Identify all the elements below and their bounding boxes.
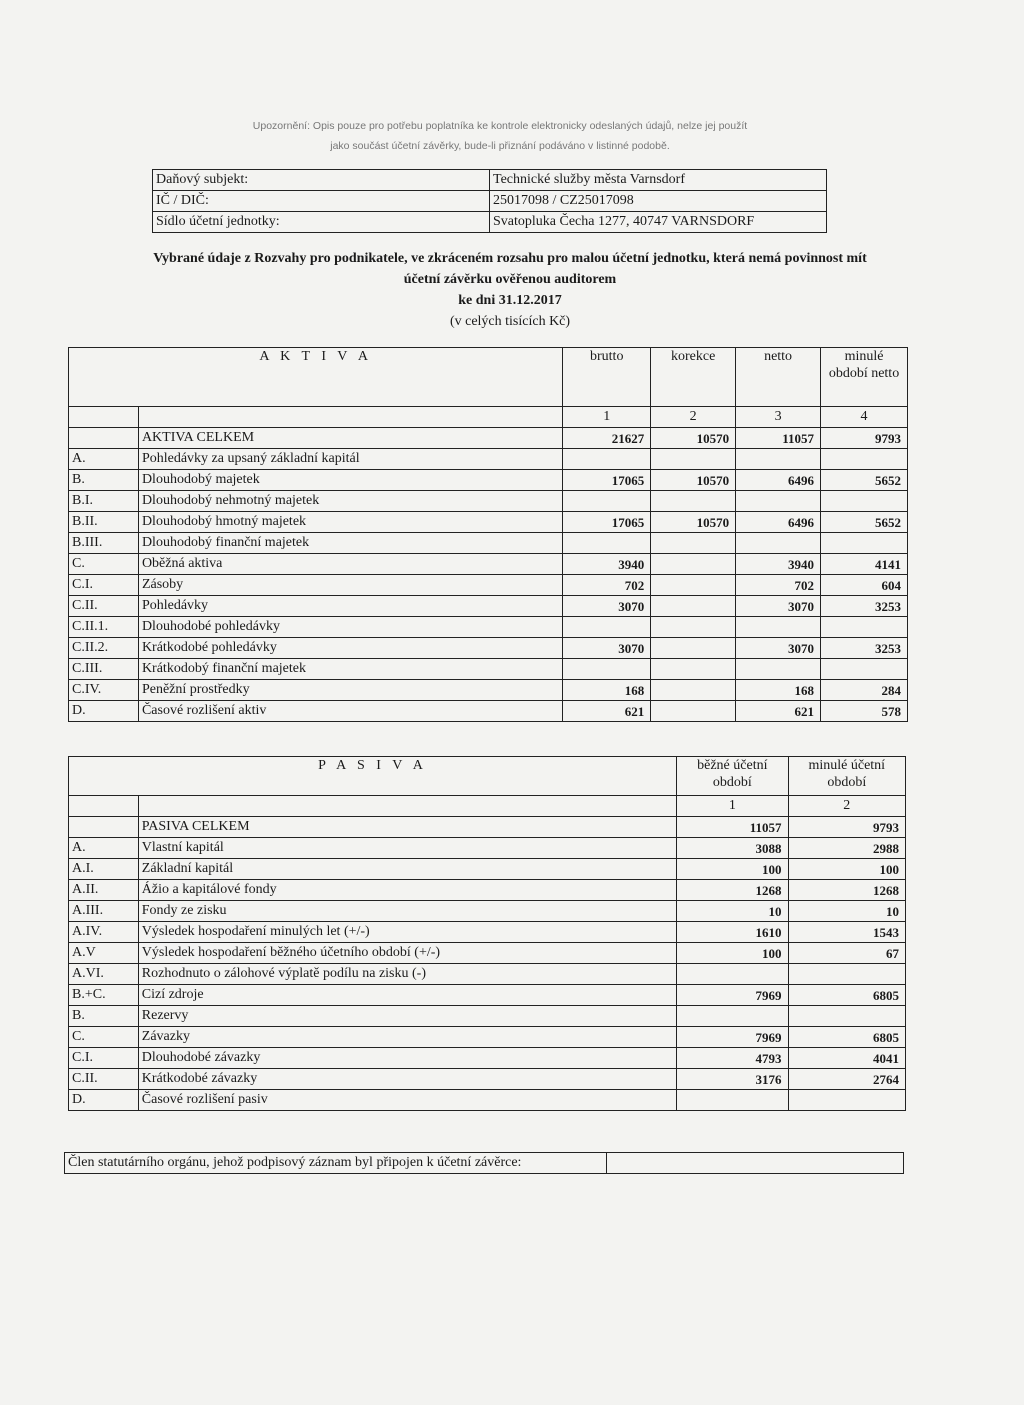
aktiva-row-value [563,533,651,554]
aktiva-row [69,554,908,575]
aktiva-header-previous: minulé období netto [821,348,908,407]
pasiva-row [69,838,906,859]
aktiva-row-name: Dlouhodobé pohledávky [138,617,562,638]
aktiva-row-value [736,491,821,512]
pasiva-colnum-row [69,796,906,817]
aktiva-row-name: Pohledávky [138,596,562,617]
aktiva-row-code: D. [69,701,139,722]
aktiva-row [69,596,908,617]
pasiva-row-value: 4793 [677,1048,788,1069]
heading-date: ke dni 31.12.2017 [458,293,562,308]
pasiva-row-code: C.I. [69,1048,139,1069]
pasiva-row-name: Cizí zdroje [138,985,676,1006]
pasiva-row-code: A.I. [69,859,139,880]
aktiva-body [69,428,908,722]
aktiva-header-row [69,348,908,407]
heading-line-1: Vybrané údaje z Rozvahy pro podnikatele, ve zkráceném rozsahu pro malou účetní jednotku, která nemá povinnost mít [153,251,867,266]
subject-label: IČ / DIČ: [153,191,490,212]
aktiva-row-value: 3070 [563,596,651,617]
aktiva-row-value: 3940 [563,554,651,575]
aktiva-row [69,449,908,470]
aktiva-row-value: 9793 [821,428,908,449]
aktiva-row-value [821,659,908,680]
pasiva-row-name: Základní kapitál [138,859,676,880]
pasiva-row-value [788,1090,905,1111]
pasiva-row-name: Ážio a kapitálové fondy [138,880,676,901]
aktiva-row-value: 10570 [651,512,736,533]
aktiva-row [69,512,908,533]
aktiva-row-value: 17065 [563,470,651,491]
aktiva-row-value [563,449,651,470]
notice-line-2: jako součást účetní závěrky, bude-li přiznání podáváno v listinné podobě. [330,140,670,152]
aktiva-row-value: 284 [821,680,908,701]
aktiva-row-value: 578 [821,701,908,722]
pasiva-row-value: 6805 [788,985,905,1006]
aktiva-row-value: 3940 [736,554,821,575]
aktiva-row-value [736,533,821,554]
aktiva-row-value: 3070 [563,638,651,659]
member-table [64,1152,904,1174]
pasiva-row-name: Vlastní kapitál [138,838,676,859]
pasiva-row [69,964,906,985]
aktiva-row-value [651,638,736,659]
aktiva-colnum-row [69,407,908,428]
blank-cell [138,407,562,428]
aktiva-row-name: Dlouhodobý nehmotný majetek [138,491,562,512]
subject-row [153,191,827,212]
blank-cell [69,796,139,817]
pasiva-row-value: 1610 [677,922,788,943]
pasiva-row [69,922,906,943]
member-value [607,1153,904,1174]
aktiva-row-value: 10570 [651,470,736,491]
pasiva-row-value: 1543 [788,922,905,943]
pasiva-row-value: 2988 [788,838,905,859]
aktiva-row-name: AKTIVA CELKEM [138,428,562,449]
aktiva-row-value: 17065 [563,512,651,533]
pasiva-row-code: D. [69,1090,139,1111]
pasiva-title: P A S I V A [69,757,677,796]
aktiva-row-name: Časové rozlišení aktiv [138,701,562,722]
aktiva-row-value [651,596,736,617]
aktiva-row-value [821,449,908,470]
pasiva-row-name: Dlouhodobé závazky [138,1048,676,1069]
aktiva-row-code: B.III. [69,533,139,554]
aktiva-row-code: A. [69,449,139,470]
pasiva-row-code: A. [69,838,139,859]
aktiva-row-name: Oběžná aktiva [138,554,562,575]
pasiva-row-value [788,964,905,985]
aktiva-row-value: 10570 [651,428,736,449]
aktiva-colnum: 1 [563,407,651,428]
aktiva-row-value: 604 [821,575,908,596]
aktiva-row-value: 702 [563,575,651,596]
pasiva-row-value: 3176 [677,1069,788,1090]
aktiva-row-value: 6496 [736,512,821,533]
aktiva-row-value: 21627 [563,428,651,449]
aktiva-row [69,533,908,554]
aktiva-row-value [651,554,736,575]
pasiva-row-value: 2764 [788,1069,905,1090]
aktiva-row-code: C. [69,554,139,575]
pasiva-row-code [69,817,139,838]
pasiva-header-current: běžné účetní období [677,757,788,796]
aktiva-row-name: Krátkodobý finanční majetek [138,659,562,680]
pasiva-row [69,985,906,1006]
aktiva-row-value [821,491,908,512]
pasiva-row [69,1090,906,1111]
aktiva-row-value: 11057 [736,428,821,449]
aktiva-row-value [736,617,821,638]
aktiva-row-value [651,680,736,701]
aktiva-row [69,680,908,701]
aktiva-row [69,428,908,449]
pasiva-row-name: Výsledek hospodaření běžného účetního období (+/-) [138,943,676,964]
aktiva-row-value [736,449,821,470]
pasiva-row-value: 4041 [788,1048,905,1069]
pasiva-row [69,1048,906,1069]
pasiva-row [69,1006,906,1027]
pasiva-row-value: 100 [677,859,788,880]
aktiva-row-value: 3070 [736,638,821,659]
aktiva-row-code: B.II. [69,512,139,533]
aktiva-row-code: B. [69,470,139,491]
pasiva-row-value [788,1006,905,1027]
aktiva-colnum: 3 [736,407,821,428]
pasiva-row-name: Fondy ze zisku [138,901,676,922]
member-label: Člen statutárního orgánu, jehož podpisový záznam byl připojen k účetní závěrce: [65,1153,607,1174]
pasiva-row-value [677,1090,788,1111]
aktiva-row-value: 4141 [821,554,908,575]
notice-line-1: Upozornění: Opis pouze pro potřebu poplatníka ke kontrole elektronicky odeslaných údajů, nelze jej použít [252,120,748,132]
pasiva-row [69,817,906,838]
subject-row [153,212,827,233]
aktiva-row-value: 5652 [821,512,908,533]
pasiva-row-code: C. [69,1027,139,1048]
aktiva-row-value [651,533,736,554]
aktiva-row-value: 621 [563,701,651,722]
aktiva-row-value: 5652 [821,470,908,491]
aktiva-row-value: 702 [736,575,821,596]
pasiva-table [68,756,906,1111]
aktiva-row [69,470,908,491]
aktiva-row-name: Krátkodobé pohledávky [138,638,562,659]
aktiva-header-korekce: korekce [651,348,736,407]
heading-line-2: účetní závěrku ověřenou auditorem [403,272,617,287]
aktiva-row [69,638,908,659]
blank-cell [69,407,139,428]
pasiva-row-value: 1268 [788,880,905,901]
pasiva-row-code: B.+C. [69,985,139,1006]
document-heading [60,248,960,332]
aktiva-table [68,347,908,722]
aktiva-row-value: 6496 [736,470,821,491]
pasiva-row-code: B. [69,1006,139,1027]
pasiva-row-code: A.IV. [69,922,139,943]
pasiva-row-value: 100 [677,943,788,964]
pasiva-row [69,859,906,880]
pasiva-header-previous: minulé účetní období [788,757,905,796]
aktiva-row [69,575,908,596]
pasiva-row-value [677,964,788,985]
aktiva-row-code: C.III. [69,659,139,680]
aktiva-row-value [563,617,651,638]
subject-value: 25017098 / CZ25017098 [490,191,827,212]
aktiva-row-value [821,533,908,554]
pasiva-row-name: Krátkodobé závazky [138,1069,676,1090]
aktiva-row-value [651,491,736,512]
pasiva-row-code: A.VI. [69,964,139,985]
pasiva-row-value: 100 [788,859,905,880]
aktiva-row-value: 3253 [821,596,908,617]
aktiva-header-brutto: brutto [563,348,651,407]
aktiva-row [69,617,908,638]
aktiva-row-name: Zásoby [138,575,562,596]
aktiva-row-code [69,428,139,449]
aktiva-row-name: Dlouhodobý finanční majetek [138,533,562,554]
pasiva-row [69,1027,906,1048]
subject-label: Daňový subjekt: [153,170,490,191]
member-row [65,1153,904,1174]
pasiva-row-code: A.II. [69,880,139,901]
pasiva-row-value: 1268 [677,880,788,901]
subject-row [153,170,827,191]
pasiva-row-name: Rezervy [138,1006,676,1027]
pasiva-row-value: 7969 [677,1027,788,1048]
pasiva-row-code: C.II. [69,1069,139,1090]
aktiva-row-value [651,575,736,596]
aktiva-row-code: C.II.1. [69,617,139,638]
pasiva-row-value [677,1006,788,1027]
aktiva-row-name: Dlouhodobý majetek [138,470,562,491]
aktiva-row-code: C.II. [69,596,139,617]
pasiva-row-name: Časové rozlišení pasiv [138,1090,676,1111]
aktiva-row-value [563,491,651,512]
aktiva-row-value: 168 [736,680,821,701]
heading-units: (v celých tisících Kč) [449,314,571,329]
aktiva-row-name: Peněžní prostředky [138,680,562,701]
pasiva-row [69,880,906,901]
pasiva-row-name: Rozhodnuto o zálohové výplatě podílu na zisku (-) [138,964,676,985]
subject-value: Technické služby města Varnsdorf [490,170,827,191]
aktiva-row-code: C.II.2. [69,638,139,659]
pasiva-row-value: 9793 [788,817,905,838]
pasiva-row [69,901,906,922]
aktiva-row-value [651,617,736,638]
pasiva-row-name: Závazky [138,1027,676,1048]
subject-value: Svatopluka Čecha 1277, 40747 VARNSDORF [490,212,827,233]
aktiva-row-value [821,617,908,638]
aktiva-row-value [651,659,736,680]
pasiva-row-value: 6805 [788,1027,905,1048]
aktiva-row-value [563,659,651,680]
pasiva-header-row [69,757,906,796]
pasiva-row-name: PASIVA CELKEM [138,817,676,838]
aktiva-title: A K T I V A [69,348,563,407]
subject-table [152,169,827,233]
aktiva-row-name: Dlouhodobý hmotný majetek [138,512,562,533]
blank-cell [138,796,676,817]
pasiva-row-value: 10 [677,901,788,922]
aktiva-row-value: 3253 [821,638,908,659]
pasiva-body [69,817,906,1111]
pasiva-colnum: 1 [677,796,788,817]
aktiva-row-value [651,449,736,470]
aktiva-row-code: C.IV. [69,680,139,701]
pasiva-row-value: 67 [788,943,905,964]
pasiva-row-code: A.V [69,943,139,964]
aktiva-header-netto: netto [736,348,821,407]
notice [160,116,840,156]
aktiva-row-value [651,701,736,722]
pasiva-row-value: 10 [788,901,905,922]
aktiva-row-value: 621 [736,701,821,722]
aktiva-colnum: 4 [821,407,908,428]
pasiva-row [69,1069,906,1090]
aktiva-row [69,659,908,680]
aktiva-colnum: 2 [651,407,736,428]
pasiva-row [69,943,906,964]
aktiva-row [69,701,908,722]
pasiva-row-value: 7969 [677,985,788,1006]
pasiva-row-name: Výsledek hospodaření minulých let (+/-) [138,922,676,943]
pasiva-row-value: 3088 [677,838,788,859]
aktiva-row [69,491,908,512]
subject-label: Sídlo účetní jednotky: [153,212,490,233]
pasiva-row-code: A.III. [69,901,139,922]
aktiva-row-value: 3070 [736,596,821,617]
pasiva-row-value: 11057 [677,817,788,838]
aktiva-row-code: B.I. [69,491,139,512]
aktiva-row-code: C.I. [69,575,139,596]
aktiva-row-value [736,659,821,680]
aktiva-row-name: Pohledávky za upsaný základní kapitál [138,449,562,470]
pasiva-colnum: 2 [788,796,905,817]
aktiva-row-value: 168 [563,680,651,701]
